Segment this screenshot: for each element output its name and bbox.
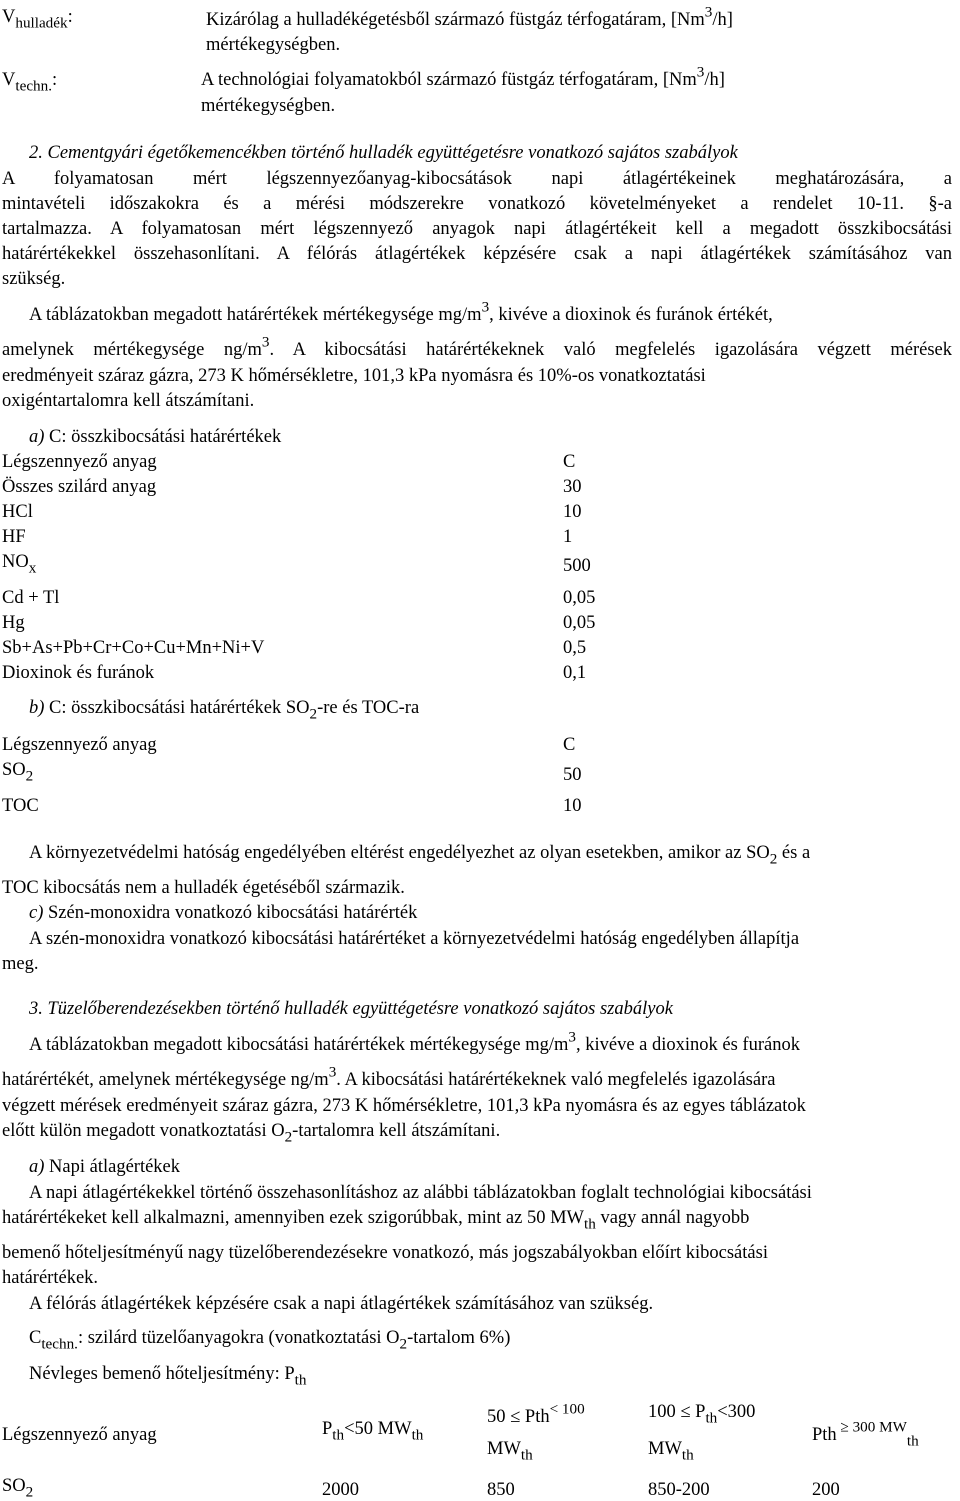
s2-p1-line4: határértékekkel összehasonlítani. A félórás átlagértékek képzésére csak a napi átlagértékek számításához van [2, 244, 952, 264]
def-v-techn-text-line2: mértékegységben. [201, 96, 336, 116]
text: Pth [812, 1425, 837, 1445]
table-a-row-name: Sb+As+Pb+Cr+Co+Cu+Mn+Ni+V [2, 638, 265, 658]
s3-p2-line2 [2, 1208, 750, 1233]
table-s3-row-so2 [2, 1476, 34, 1501]
s2-p3-line1 [29, 843, 953, 868]
nevleges-line [29, 1364, 307, 1389]
subscript: 2 [399, 1335, 408, 1353]
s3-p3: A félórás átlagértékek képzésére csak a napi átlagértékek számításához van szükség. [29, 1294, 654, 1314]
text: -tartalomra kell átszámítani. [292, 1121, 501, 1141]
superscript: 3 [568, 1028, 576, 1046]
c-techn-definition [29, 1328, 511, 1353]
text: amelynek mértékegysége ng/m [2, 340, 262, 360]
subscript: 2 [769, 850, 778, 868]
s2-p2-line3: eredményeit száraz gázra, 273 K hőmérsékletre, 101,3 kPa nyomásra és 10%-os vonatkoztatási [2, 366, 706, 386]
table-s3-cell: 850-200 [648, 1480, 710, 1500]
subscript: 2 [284, 1128, 293, 1146]
text: . A kibocsátási határértékeknek való megfelelés igazolására végzett mérések [269, 340, 953, 360]
table-s3-cell: 850 [487, 1480, 515, 1500]
text: 50 ≤ Pth [487, 1407, 550, 1427]
table-b-row-name: TOC [2, 796, 39, 816]
text: -tartalom 6%) [407, 1328, 511, 1348]
table-b-row-name-so2 [2, 760, 34, 785]
subscript: x [28, 559, 37, 577]
label-a: a) [29, 1157, 45, 1177]
subscript: th [906, 1432, 919, 1450]
table-a-header-substance: Légszennyező anyag [2, 452, 157, 472]
symbol-v: V [2, 7, 16, 27]
subscript-techn: techn. [15, 77, 52, 95]
table-s3-header-col1 [322, 1419, 424, 1444]
subscript: th [584, 1215, 596, 1233]
text: A környezetvédelmi hatóság engedélyében eltérést engedélyezhet az olyan esetekben, amikor az SO [29, 843, 770, 863]
subscript: 2 [25, 767, 34, 785]
s2-p1-line5: szükség. [2, 269, 66, 289]
s2-p1-line2: mintavételi időszakokra és a mérési módszerekre vonatkozó követelményeket a rendelet 10-11. §-a [2, 194, 952, 214]
label-c: c) [29, 903, 44, 923]
superscript: 3 [481, 298, 490, 316]
text: : szilárd tüzelőanyagokra (vonatkoztatási O [77, 1328, 400, 1348]
text: SO [2, 760, 26, 780]
s3-p2-line3: bemenő hőteljesítményű nagy tüzelőberendezésekre vonatkozó, más jogszabályokban előírt kibocsátási [2, 1243, 768, 1263]
table-a-row-value: 0,05 [563, 613, 596, 633]
table-s3-cell: 200 [812, 1480, 840, 1500]
table-a-row-value: 10 [563, 502, 582, 522]
text: 100 ≤ P [648, 1402, 706, 1422]
table-s3-header-substance: Légszennyező anyag [2, 1425, 157, 1445]
text: A technológiai folyamatokból származó füstgáz térfogatáram, [Nm [201, 70, 697, 90]
subscript: th [520, 1446, 533, 1464]
text: < 100 [549, 1400, 585, 1418]
text: . A kibocsátási határértékeknek való megfelelés igazolására [336, 1070, 776, 1090]
subscript: 2 [25, 1483, 34, 1501]
table-b-row-value: 50 [563, 765, 582, 785]
text: /h] [704, 70, 725, 90]
table-s3-header-col3-line2 [648, 1439, 694, 1464]
s2-subheading-b [29, 698, 420, 723]
table-a-row-value: 500 [563, 556, 591, 576]
table-b-row-value: 10 [563, 796, 582, 816]
text: C: összkibocsátási határértékek [44, 427, 282, 447]
s2-p3-line2: TOC kibocsátás nem a hulladék égetéséből származik. [2, 878, 405, 898]
table-s3-cell: 2000 [322, 1480, 359, 1500]
table-a-row-name: HCl [2, 502, 33, 522]
section-2-heading: 2. Cementgyári égetőkemencékben történő hulladék együttégetésre vonatkozó sajátos szabályok [29, 143, 738, 163]
table-a-row-name: Cd + Tl [2, 588, 60, 608]
s3-p1-line1 [29, 1028, 800, 1055]
text: és a [777, 843, 811, 863]
text: <50 MW [344, 1419, 412, 1439]
table-a-row-value: 0,5 [563, 638, 587, 658]
def-v-hulladek-symbol [2, 7, 73, 32]
def-v-hulladek-text-line1 [206, 3, 733, 30]
table-a-row-name: Dioxinok és furánok [2, 663, 155, 683]
s2-subheading-a [29, 428, 281, 447]
table-a-row-value: 1 [563, 527, 573, 547]
symbol-c: C [29, 1328, 42, 1348]
label-a: a) [29, 427, 45, 447]
s3-subheading-a [29, 1158, 180, 1177]
s2-p2-line4: oxigéntartalomra kell átszámítani. [2, 391, 255, 411]
table-a-row-name: Összes szilárd anyag [2, 477, 157, 497]
s2-p1-line3: tartalmazza. A folyamatosan mért légszennyező anyagok napi átlagértékeit kell a megadott összkibocsátási [2, 219, 952, 239]
table-b-header-c: C [563, 735, 576, 755]
s2-p2-line2 [2, 333, 953, 360]
text: ≥ 300 MW [836, 1418, 907, 1436]
section-3-heading: 3. Tüzelőberendezésekben történő hulladék együttégetésre vonatkozó sajátos szabályok [29, 999, 673, 1019]
s2-c-line1: A szén-monoxidra vonatkozó kibocsátási határértéket a környezetvédelmi hatóság engedélyben állapítja [29, 929, 800, 949]
table-a-row-name-nox [2, 552, 37, 577]
text: -re és TOC-ra [317, 698, 420, 718]
text: A táblázatokban megadott kibocsátási határértékek mértékegysége mg/m [29, 1035, 569, 1055]
superscript: 3 [704, 3, 713, 21]
superscript: 3 [261, 333, 270, 351]
superscript: 3 [328, 1063, 337, 1081]
table-a-row-value: 0,1 [563, 663, 587, 683]
def-v-hulladek-text-line2: mértékegységben. [206, 35, 341, 55]
text: előtt külön megadott vonatkoztatási O [2, 1121, 285, 1141]
s2-c-line2: meg. [2, 954, 39, 974]
colon: : [52, 70, 58, 90]
table-a-row-value: 0,05 [563, 588, 596, 608]
table-b-header-substance: Légszennyező anyag [2, 735, 157, 755]
text: /h] [712, 10, 733, 30]
text: vagy annál nagyobb [595, 1208, 750, 1228]
subscript-hulladek: hulladék [15, 14, 68, 32]
table-a-row-name: Hg [2, 613, 25, 633]
s2-p2-line1 [29, 298, 773, 325]
text: Napi átlagértékek [44, 1157, 181, 1177]
s3-p1-line3: végzett mérések eredményeit száraz gázra, 273 K hőmérsékletre, 101,3 kPa nyomásra és az egyes táblázatok [2, 1096, 806, 1116]
table-s3-header-col2-line2 [487, 1439, 533, 1464]
superscript: 3 [696, 63, 705, 81]
def-v-techn-symbol [2, 70, 58, 95]
subscript: th [294, 1371, 307, 1389]
table-a-header-c: C [563, 452, 576, 472]
text: A táblázatokban megadott határértékek mértékegysége mg/m [29, 305, 482, 325]
text: NO [2, 552, 29, 572]
text: MW [487, 1439, 521, 1459]
subscript-techn: techn. [41, 1335, 78, 1353]
table-s3-header-col3-line1 [648, 1402, 756, 1427]
subscript: th [332, 1426, 345, 1444]
s3-p1-line4 [2, 1121, 501, 1146]
text: P [322, 1419, 333, 1439]
text: SO [2, 1476, 26, 1496]
text: határértékét, amelynek mértékegysége ng/m [2, 1070, 329, 1090]
subscript: th [705, 1409, 718, 1427]
text: , kivéve a dioxinok és furánok [575, 1035, 800, 1055]
s2-p1-line1: A folyamatosan mért légszennyezőanyag-kibocsátások napi átlagértékeinek meghatározására, a [2, 169, 952, 189]
label-b: b) [29, 698, 45, 718]
text: <300 [717, 1402, 756, 1422]
def-v-techn-text-line1 [201, 63, 725, 90]
subscript: th [411, 1426, 424, 1444]
subscript: 2 [309, 705, 318, 723]
table-a-row-name: HF [2, 527, 26, 547]
text: MW [648, 1439, 682, 1459]
symbol-v: V [2, 70, 16, 90]
table-s3-header-col2-line1 [487, 1400, 585, 1427]
subscript: th [681, 1446, 694, 1464]
text: C: összkibocsátási határértékek SO [44, 698, 310, 718]
s3-p1-line2 [2, 1063, 776, 1090]
table-s3-header-col4 [812, 1418, 919, 1450]
text: Névleges bemenő hőteljesítmény: P [29, 1364, 295, 1384]
colon: : [67, 7, 73, 27]
s3-p2-line1: A napi átlagértékekkel történő összehasonlításhoz az alábbi táblázatokban foglalt technológiai kibocsátási [29, 1183, 812, 1203]
text: Szén-monoxidra vonatkozó kibocsátási határérték [43, 903, 418, 923]
s2-subheading-c [29, 904, 417, 923]
text: határértékeket kell alkalmazni, amennyiben ezek szigorúbbak, mint az 50 MW [2, 1208, 585, 1228]
table-a-row-value: 30 [563, 477, 582, 497]
text: Kizárólag a hulladékégetésből származó füstgáz térfogatáram, [Nm [206, 10, 705, 30]
text: , kivéve a dioxinok és furánok értékét, [489, 305, 773, 325]
s3-p2-line4: határértékek. [2, 1268, 99, 1288]
